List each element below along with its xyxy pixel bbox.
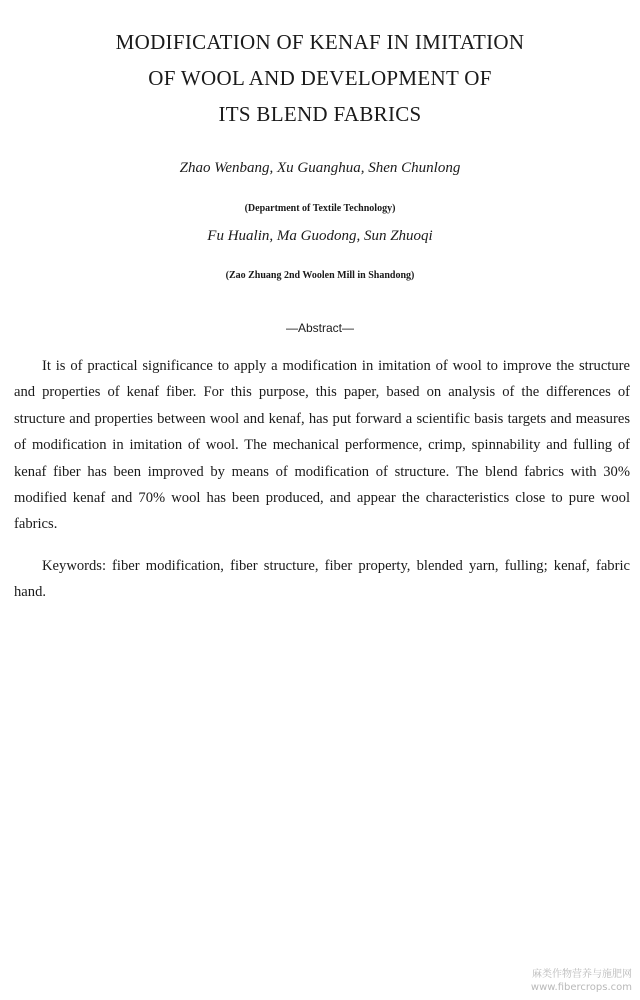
title-line-2: OF WOOL AND DEVELOPMENT OF [148,66,492,90]
abstract-heading: —Abstract— [285,321,354,335]
affiliation-1: (Department of Textile Technology) [244,203,396,214]
watermark-line-2: www.fibercrops.com [530,982,632,993]
paper-title [40,24,600,132]
affiliation-2: (Zao Zhuang 2nd Woolen Mill in Shandong) [225,270,415,281]
title-line-3: ITS BLEND FABRICS [218,102,422,126]
abstract-body: It is of practical significance to apply a modification in imitation of wool to improve the structure and properties of kenaf fiber. For this purpose, this paper, based on analysis of the differences of structure and properties between wool and kenaf, has put forward a scientific basis targets and measures of modification in imitation of wool. The mechanical performence, crimp, spinnability and fulling of kenaf fiber has been improved by means of modification of structure. The blend fabrics with 30% modified kenaf and 70% wool has been produced, and appear the characteristics close to pure wool fabrics. [14,358,630,533]
site-watermark [531,968,632,994]
keywords-paragraph [14,553,630,606]
authors-group-2: Fu Hualin, Ma Guodong, Sun Zhuoqi [207,228,433,244]
keywords-text: fiber modification, fiber structure, fiber property, blended yarn, fulling; kenaf, fabric hand. [14,558,630,601]
watermark-line-1: 麻类作物营养与施肥网 [532,969,632,980]
keywords-label: Keywords: [42,558,107,574]
title-line-1: MODIFICATION OF KENAF IN IMITATION [115,30,525,54]
authors-group-1: Zhao Wenbang, Xu Guanghua, Shen Chunlong [179,160,461,176]
